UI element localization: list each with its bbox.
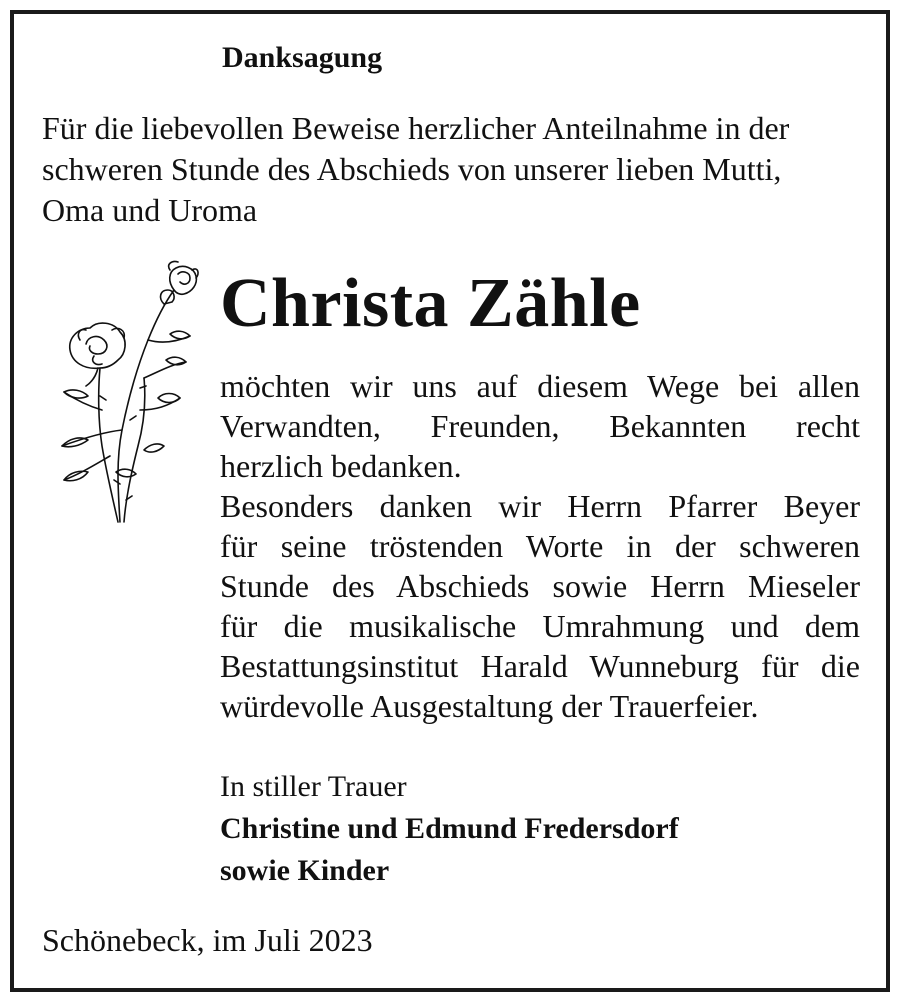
thanks-line: Besonders danken wir Herrn Pfarrer Beyer	[220, 488, 860, 524]
thanks-line: für seine tröstenden Worte in der schweren	[220, 528, 860, 564]
thanks-line: würdevolle Ausgestaltung der Trauerfeier.	[220, 688, 759, 724]
intro-text	[42, 108, 842, 231]
intro-line: Oma und Uroma	[42, 192, 258, 228]
thanks-line: Verwandten, Freunden, Bekannten recht	[220, 408, 860, 444]
intro-line: Für die liebevollen Beweise herzlicher Anteilnahme in der	[42, 110, 790, 146]
notice-heading: Danksagung	[222, 41, 383, 74]
rose-flower-icon	[40, 260, 200, 530]
thanks-line: Stunde des Abschieds sowie Herrn Mieseler	[220, 568, 860, 604]
place-date: Schönebeck, im Juli 2023	[42, 922, 373, 958]
thanks-text	[220, 366, 860, 726]
closing-intro: In stiller Trauer	[220, 770, 407, 803]
thanks-line: herzlich bedanken.	[220, 448, 462, 484]
closing-block	[220, 766, 679, 892]
signatory-line: sowie Kinder	[220, 854, 390, 887]
obituary-notice	[10, 10, 890, 992]
thanks-line: Bestattungsinstitut Harald Wunneburg für die	[220, 648, 860, 684]
intro-line: schweren Stunde des Abschieds von unserer lieben Mutti,	[42, 151, 782, 187]
signatory-line: Christine und Edmund Fredersdorf	[220, 812, 679, 845]
thanks-line: möchten wir uns auf diesem Wege bei allen	[220, 368, 860, 404]
thanks-line: für die musikalische Umrahmung und dem	[220, 608, 860, 644]
deceased-name: Christa Zähle	[220, 265, 641, 342]
